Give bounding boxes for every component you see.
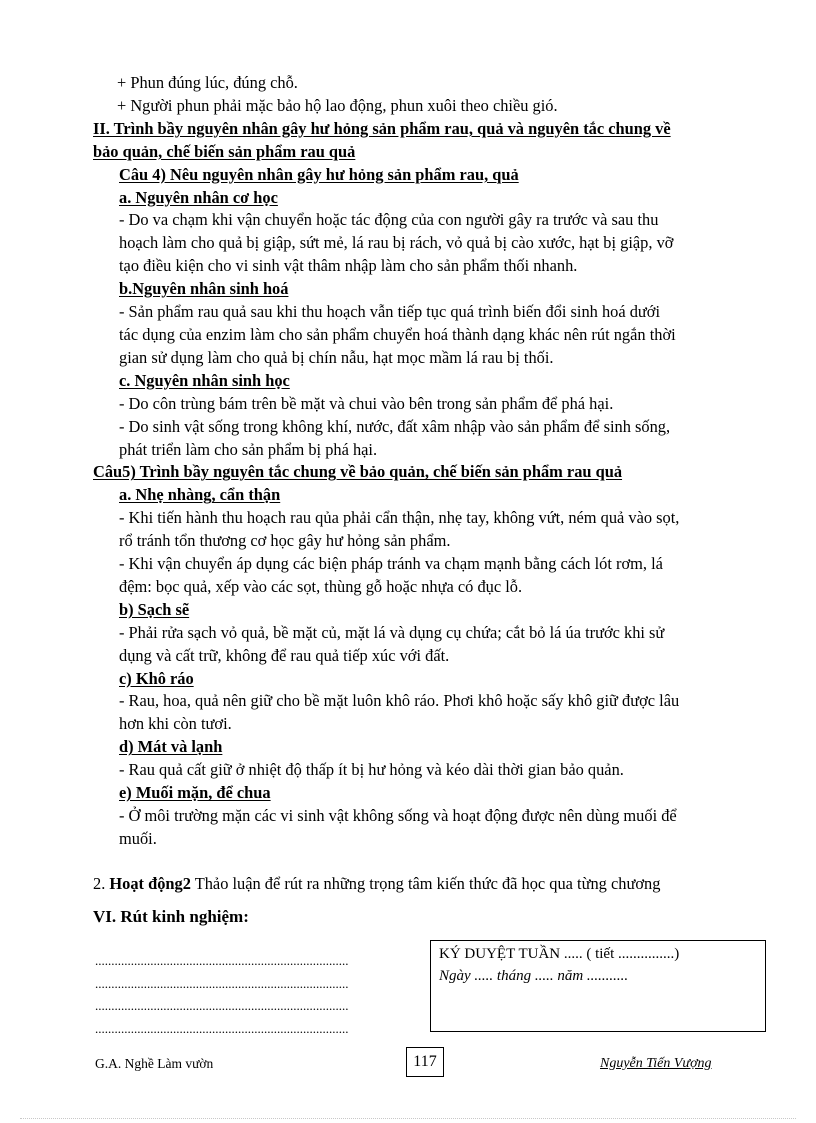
heading-text: b) Sạch sẽ xyxy=(119,599,190,619)
content-line xyxy=(93,461,773,484)
bottom-divider xyxy=(20,1118,796,1119)
heading-text: d) Mát và lạnh xyxy=(119,737,223,757)
content-line: - Khi tiến hành thu hoạch rau qủa phải cẩn thận, nhẹ tay, không vứt, ném quả vào sọt, xyxy=(119,508,680,528)
content-line xyxy=(93,164,773,187)
heading-text: b.Nguyên nhân sinh hoá xyxy=(119,279,289,299)
content-line xyxy=(93,141,773,164)
activity-line xyxy=(93,873,773,896)
document-body xyxy=(93,72,773,929)
content-line: - Do côn trùng bám trên bề mặt và chui vào bên trong sản phẩm để phá hại. xyxy=(119,393,614,413)
spacer xyxy=(93,851,773,873)
content-line xyxy=(93,599,773,622)
content-line xyxy=(93,668,773,691)
content-line: - Rau quả cất giữ ở nhiệt độ thấp ít bị hư hỏng và kéo dài thời gian bảo quản. xyxy=(119,760,624,780)
content-line xyxy=(93,484,773,507)
heading-text: a. Nhẹ nhàng, cẩn thận xyxy=(119,485,281,505)
content-line xyxy=(93,118,773,141)
dotted-line-4: .............................................................................. xyxy=(95,1020,349,1036)
heading-text: e) Muối mặn, để chua xyxy=(119,783,271,803)
footer-subject: G.A. Nghề Làm vườn xyxy=(95,1056,214,1071)
footer-author: Nguyễn Tiến Vượng xyxy=(600,1056,712,1071)
approval-date-line: Ngày ..... tháng ..... năm ........... xyxy=(439,968,629,984)
heading-text: II. Trình bầy nguyên nhân gây hư hỏng sản phẩm rau, quả và nguyên tắc chung về xyxy=(93,118,671,138)
approval-week-line: KÝ DUYỆT TUẦN ..... ( tiết ...............) xyxy=(439,946,680,962)
dotted-line-1: .............................................................................. xyxy=(95,953,349,968)
content-line xyxy=(93,187,773,210)
content-line: đệm: bọc quả, xếp vào các sọt, thùng gỗ hoặc nhựa có đục lỗ. xyxy=(119,576,523,596)
notes-dotted-lines xyxy=(95,950,405,1040)
content-line: - Do sinh vật sống trong không khí, nước, đất xâm nhập vào sản phẩm để sinh sống, xyxy=(119,416,671,436)
content-line: - Sản phẩm rau quả sau khi thu hoạch vẫn tiếp tục quá trình biến đổi sinh hoá dưới xyxy=(119,302,661,322)
content-line xyxy=(93,278,773,301)
dotted-line-2: .............................................................................. xyxy=(95,975,349,991)
content-line: hơn khi còn tươi. xyxy=(119,714,232,734)
heading-text: bảo quản, chế biến sản phẩm rau quả xyxy=(93,141,356,161)
approval-box xyxy=(430,940,766,1032)
content-line xyxy=(93,736,773,759)
activity-label: Hoạt động2 xyxy=(109,873,191,893)
heading-text: c. Nguyên nhân sinh học xyxy=(119,370,290,390)
heading-text: a. Nguyên nhân cơ học xyxy=(119,187,278,207)
page-number: 117 xyxy=(406,1047,444,1077)
heading-text: c) Khô ráo xyxy=(119,668,194,688)
rut-kinh-nghiem-title: VI. Rút kinh nghiệm: xyxy=(93,906,249,926)
content-line: rổ tránh tổn thương cơ học gây hư hỏng sản phẩm. xyxy=(119,531,451,551)
content-line: hoạch làm cho quả bị giập, sứt mẻ, lá rau bị rách, vỏ quả bị cào xước, hạt bị giập, vỡ xyxy=(119,233,674,253)
content-line: - Rau, hoa, quả nên giữ cho bề mặt luôn khô ráo. Phơi khô hoặc sấy khô giữ được lâu xyxy=(119,691,680,711)
content-line: + Người phun phải mặc bảo hộ lao động, phun xuôi theo chiều gió. xyxy=(117,95,558,115)
content-line: dụng và cất trữ, không để rau quả tiếp xúc với đất. xyxy=(119,645,450,665)
content-line: gian sử dụng làm cho quả bị chín nẫu, hạt mọc mầm lá rau bị thối. xyxy=(119,347,554,367)
content-line: - Khi vận chuyển áp dụng các biện pháp tránh va chạm mạnh bằng cách lót rơm, lá xyxy=(119,554,663,574)
activity-text: Thảo luận để rút ra những trọng tâm kiến thức đã học qua từng chương xyxy=(190,873,661,893)
content-lines xyxy=(93,72,773,851)
heading-text: Câu5) Trình bầy nguyên tắc chung về bảo quản, chế biến sản phẩm rau quả xyxy=(93,462,623,482)
content-line: tạo điều kiện cho vi sinh vật thâm nhập làm cho sản phẩm thối nhanh. xyxy=(119,256,578,276)
content-line: tác dụng của enzim làm cho sản phẩm chuyển hoá thành dạng khác nên rút ngắn thời xyxy=(119,324,676,344)
heading-text: Câu 4) Nêu nguyên nhân gây hư hỏng sản phẩm rau, quả xyxy=(119,164,519,184)
content-line xyxy=(93,782,773,805)
activity-prefix: 2. xyxy=(93,873,110,893)
content-line: - Ở môi trường mặn các vi sinh vật không sống và hoạt động được nên dùng muối để xyxy=(119,806,677,825)
content-line: phát triển làm cho sản phẩm bị phá hại. xyxy=(119,439,378,459)
content-line: + Phun đúng lúc, đúng chỗ. xyxy=(117,73,298,92)
content-line: muối. xyxy=(119,828,157,848)
content-line: - Phải rửa sạch vỏ quả, bề mặt củ, mặt lá và dụng cụ chứa; cắt bỏ lá úa trước khi sử xyxy=(119,622,665,642)
dotted-line-3: .............................................................................. xyxy=(95,998,349,1013)
content-line: - Do va chạm khi vận chuyển hoặc tác động của con người gây ra trước và sau thu xyxy=(119,210,659,230)
content-line xyxy=(93,370,773,393)
